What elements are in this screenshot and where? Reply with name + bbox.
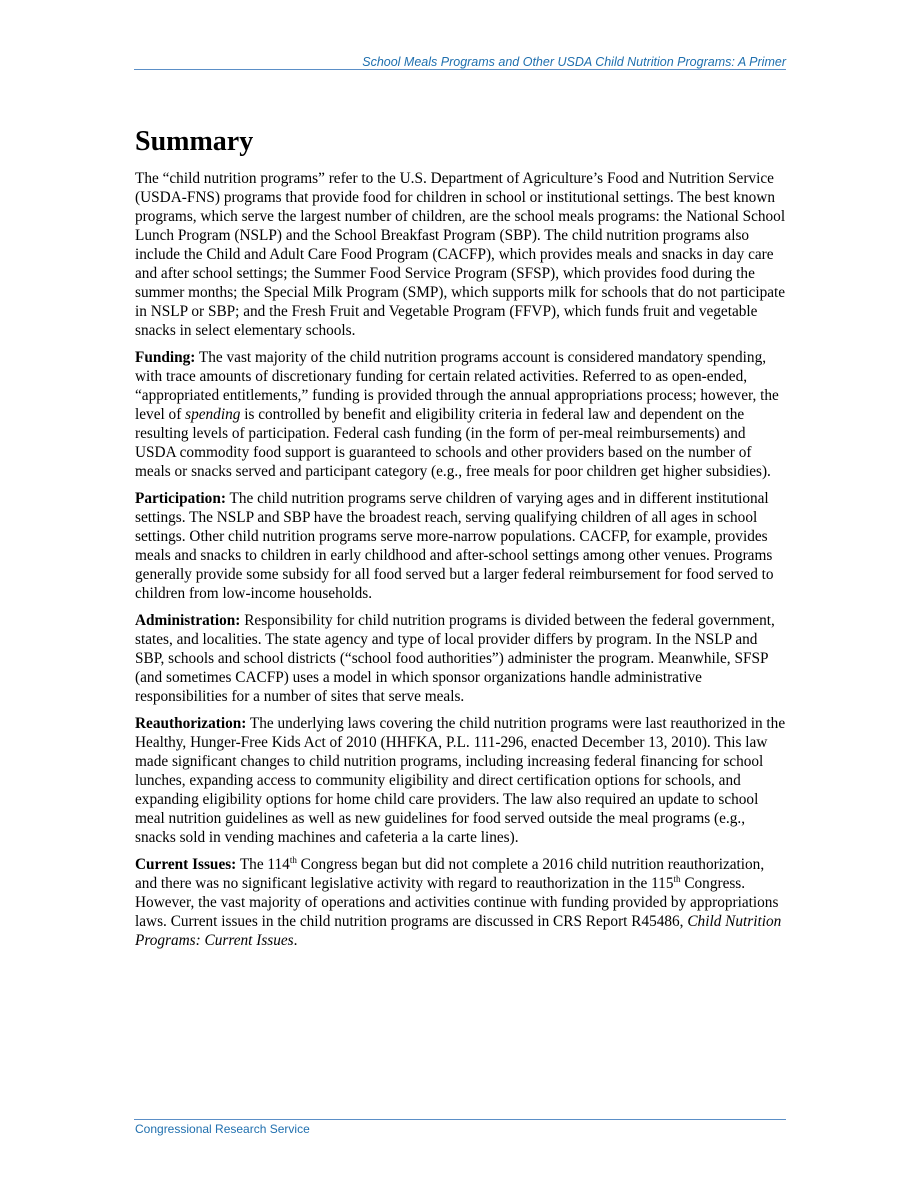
participation-label: Participation: <box>135 490 226 507</box>
ordinal-suffix-115: th <box>673 874 681 884</box>
intro-paragraph: The “child nutrition programs” refer to the U.S. Department of Agriculture’s Food and Nutrition Service (USDA-FNS) programs that provide food for children in school or institutional settings. The best known programs, which serve the largest number of children, are the school meals programs: the National School Lunch Program (NSLP) and the School Breakfast Program (SBP). The child nutrition programs also include the Child and Adult Care Food Program (CACFP), which provides meals and snacks in day care and after school settings; the Summer Food Service Program (SFSP), which provides food during the summer months; the Special Milk Program (SMP), which supports milk for schools that do not participate in NSLP or SBP; and the Fresh Fruit and Vegetable Program (FFVP), which funds fruit and vegetable snacks in select elementary schools. <box>135 170 786 339</box>
reauthorization-paragraph <box>135 714 787 847</box>
report-title: Child Nutrition Programs: Current Issues <box>135 913 782 949</box>
funding-label: Funding: <box>135 349 196 366</box>
current-issues-text-1: The 114 <box>236 856 290 873</box>
current-issues-text-2: Congress began but did not complete a 2016 child nutrition reauthorization, and there was no significant legislative activity with regard to reauthorization in the 115 <box>135 856 765 892</box>
current-issues-text-3: Congress. However, the vast majority of operations and activities continue with funding provided by appropriations laws. Current issues in the child nutrition programs are discussed in CRS Report R45486, <box>135 875 779 930</box>
current-issues-text-4: . <box>293 932 298 949</box>
ordinal-suffix-114: th <box>289 855 297 865</box>
administration-label: Administration: <box>135 612 241 629</box>
funding-text-before: The vast majority of the child nutrition programs account is considered mandatory spending, with trace amounts of discretionary funding for certain related activities. Referred to as open-ended, “appropriated entitlements,” funding is provided through the annual appropriations process; however, the level of <box>135 349 779 423</box>
funding-paragraph <box>135 348 787 481</box>
summary-section <box>135 122 787 958</box>
funding-text-after: is controlled by benefit and eligibility criteria in federal law and dependent on the resulting levels of participation. Federal cash funding (in the form of per-meal reimbursements) and USDA commodity food support is guaranteed to schools and other providers based on the number of meals or snacks served and participant category (e.g., free meals for poor children get higher subsidies). <box>135 406 771 480</box>
footer-org: Congressional Research Service <box>135 1122 310 1136</box>
administration-paragraph <box>135 611 787 706</box>
participation-paragraph <box>135 489 787 603</box>
footer-divider <box>134 1119 786 1120</box>
participation-text: The child nutrition programs serve children of varying ages and in different institutional settings. The NSLP and SBP have the broadest reach, serving qualifying children of all ages in school settings. Other child nutrition programs serve more-narrow populations. CACFP, for example, provides meals and snacks to children in early childhood and after-school settings among other venues. Programs generally provide some subsidy for all food served but a larger federal reimbursement for food served to children from low-income households. <box>135 490 774 602</box>
running-header-title: School Meals Programs and Other USDA Child Nutrition Programs: A Primer <box>362 55 786 69</box>
header-divider <box>134 69 786 70</box>
current-issues-paragraph <box>135 855 787 950</box>
reauthorization-text: The underlying laws covering the child nutrition programs were last reauthorized in the Healthy, Hunger-Free Kids Act of 2010 (HHFKA, P.L. 111-296, enacted December 13, 2010). This law made significant changes to child nutrition programs, including increasing federal financing for school lunches, expanding access to community eligibility and direct certification options for schools, and expanding eligibility options for home child care providers. The law also required an update to school meal nutrition guidelines as well as new guidelines for food served outside the meal programs (e.g., snacks sold in vending machines and cafeteria a la carte lines). <box>135 715 786 846</box>
reauthorization-label: Reauthorization: <box>135 715 247 732</box>
administration-text: Responsibility for child nutrition programs is divided between the federal government, states, and localities. The state agency and type of local provider differs by program. In the NSLP and SBP, schools and school districts (“school food authorities”) administer the program. Meanwhile, SFSP (and sometimes CACFP) uses a model in which sponsor organizations handle administrative responsibilities for a number of sites that serve meals. <box>135 612 775 705</box>
page-title: Summary <box>135 126 254 157</box>
current-issues-label: Current Issues: <box>135 856 237 873</box>
funding-emphasis: spending <box>185 406 241 423</box>
